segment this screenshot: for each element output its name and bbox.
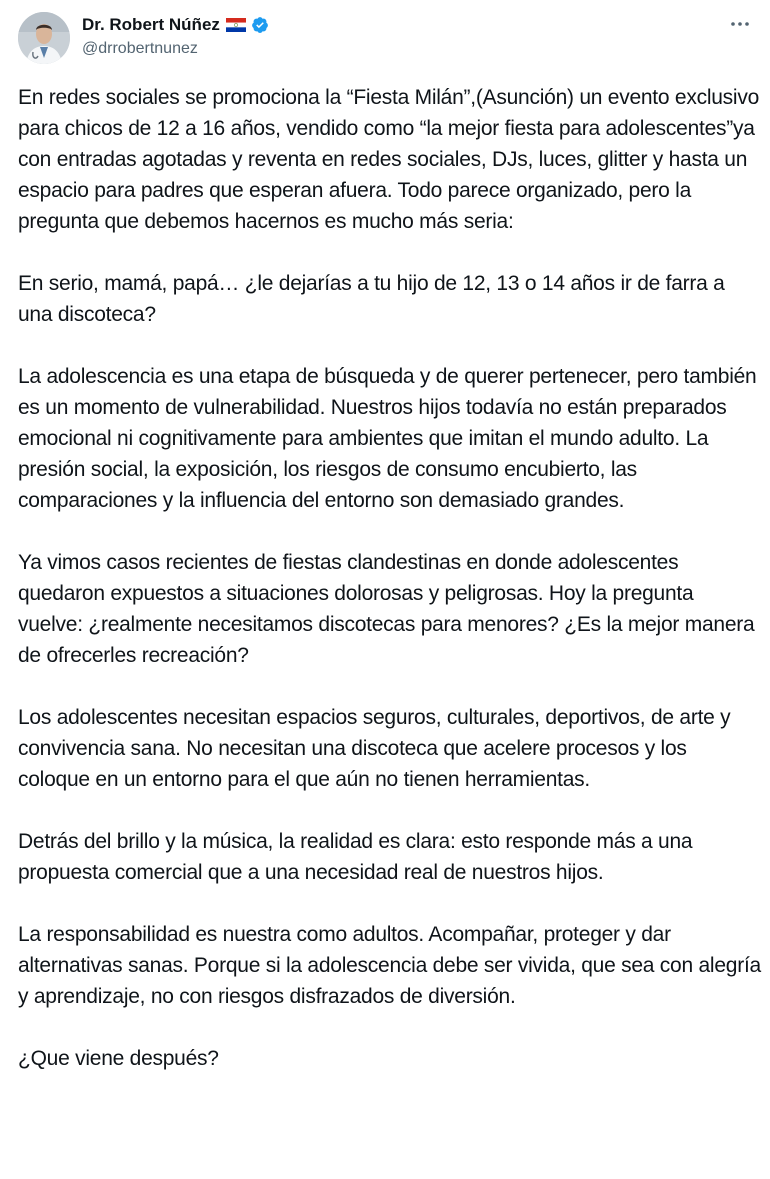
tweet-paragraph: Detrás del brillo y la música, la realidad es clara: esto responde más a una propuesta comercial que a una necesidad real de nuestros hijos.	[18, 830, 698, 884]
tweet-paragraph: En serio, mamá, papá… ¿le dejarías a tu hijo de 12, 13 o 14 años ir de farra a una discoteca?	[18, 272, 731, 326]
tweet-paragraph: Ya vimos casos recientes de fiestas clandestinas en donde adolescentes quedaron expuestos a situaciones dolorosas y peligrosas. Hoy la pregunta vuelve: ¿realmente necesitamos discotecas para menores? ¿Es la mejor manera de ofrecerles recreación?	[18, 551, 761, 667]
tweet-paragraph: En redes sociales se promociona la “Fiesta Milán”,(Asunción) un evento exclusivo para chicos de 12 a 16 años, vendido como “la mejor fiesta para adolescentes”ya con entradas agotadas y reventa en redes sociales, DJs, luces, glitter y hasta un espacio para padres que esperan afuera. Todo parece organizado, pero la pregunta que debemos hacernos es mucho más seria:	[18, 86, 765, 233]
tweet-header	[18, 12, 756, 68]
tweet-paragraph: La adolescencia es una etapa de búsqueda y de querer pertenecer, pero también es un momento de vulnerabilidad. Nuestros hijos todavía no están preparados emocional ni cognitivamente para ambientes que imitan el mundo adulto. La presión social, la exposición, los riesgos de consumo encubierto, las comparaciones y la influencia del entorno son demasiado grandes.	[18, 365, 763, 512]
tweet-paragraph: ¿Que viene después?	[18, 1047, 219, 1070]
paraguay-flag-icon	[226, 18, 246, 32]
more-options-icon[interactable]	[728, 14, 752, 34]
verified-badge-icon	[251, 16, 269, 34]
tweet-paragraph: Los adolescentes necesitan espacios seguros, culturales, deportivos, de arte y convivencia sana. No necesitan una discoteca que acelere procesos y los coloque en un entorno para el que aún no tienen herramientas.	[18, 706, 737, 791]
author-display-name[interactable]: Dr. Robert Núñez	[82, 15, 220, 34]
tweet-paragraph: La responsabilidad es nuestra como adultos. Acompañar, proteger y dar alternativas sanas. Porque si la adolescencia debe ser vivida, que sea con alegría y aprendizaje, no con riesgos disfrazados de diversión.	[18, 923, 767, 1008]
author-handle[interactable]: @drrobertnunez	[82, 40, 198, 57]
tweet-text	[18, 82, 767, 1105]
avatar[interactable]	[18, 12, 70, 64]
